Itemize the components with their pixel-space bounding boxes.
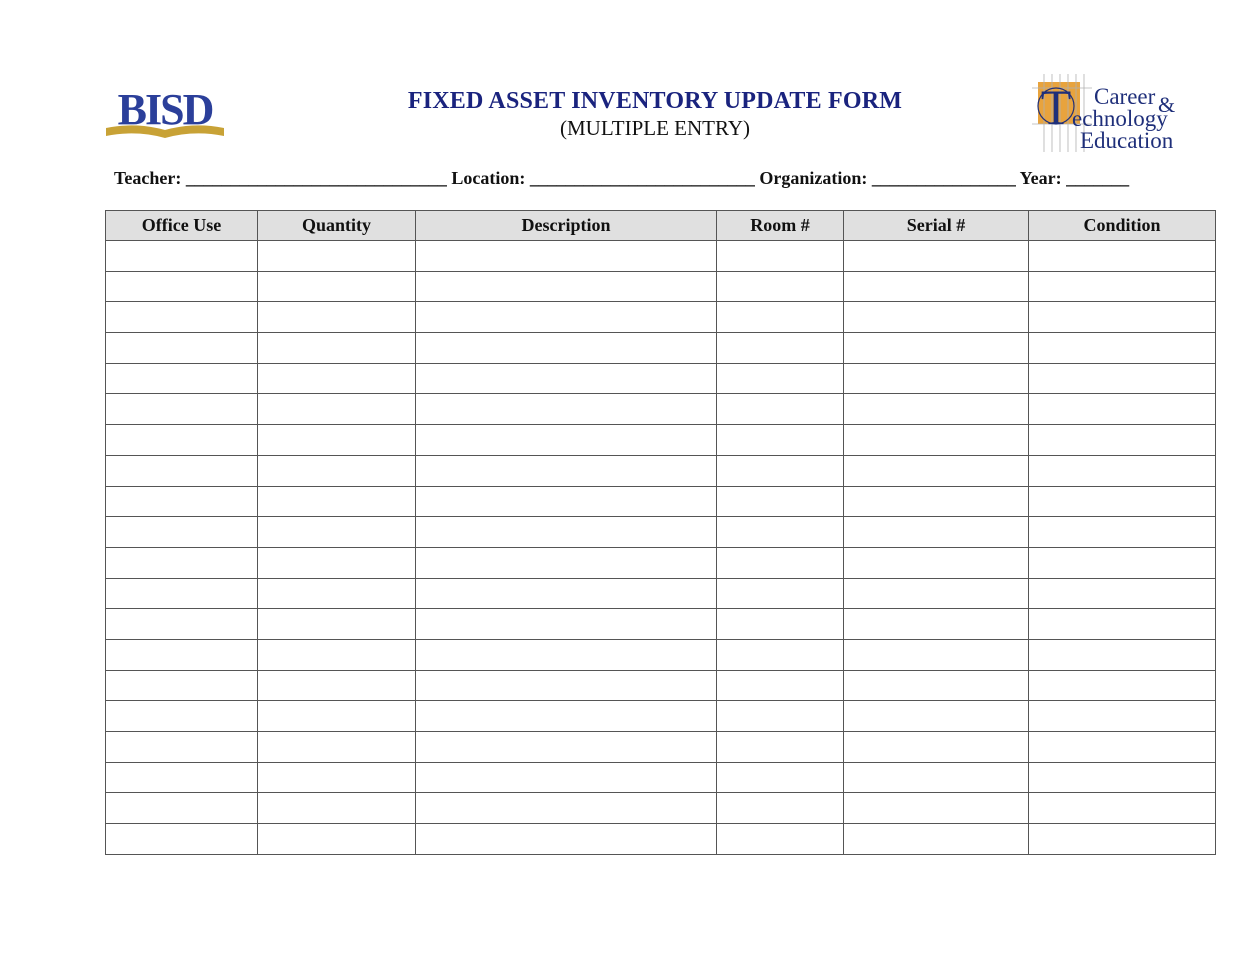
table-row bbox=[106, 670, 1216, 701]
cell-description[interactable] bbox=[416, 425, 717, 456]
year-field[interactable]: _______ bbox=[1066, 168, 1130, 188]
table-row bbox=[106, 302, 1216, 333]
cell-room[interactable] bbox=[717, 762, 844, 793]
cell-description[interactable] bbox=[416, 394, 717, 425]
cell-description[interactable] bbox=[416, 701, 717, 732]
cell-office-use[interactable] bbox=[106, 333, 258, 364]
cell-room[interactable] bbox=[717, 394, 844, 425]
teacher-field[interactable]: _____________________________ bbox=[185, 168, 447, 188]
cell-office-use[interactable] bbox=[106, 670, 258, 701]
table-row bbox=[106, 701, 1216, 732]
cell-room[interactable] bbox=[717, 609, 844, 640]
cell-condition[interactable] bbox=[1029, 333, 1216, 364]
cell-condition[interactable] bbox=[1029, 271, 1216, 302]
cell-office-use[interactable] bbox=[106, 701, 258, 732]
cell-office-use[interactable] bbox=[106, 394, 258, 425]
cell-quantity[interactable] bbox=[258, 547, 416, 578]
cell-office-use[interactable] bbox=[106, 363, 258, 394]
cell-quantity[interactable] bbox=[258, 639, 416, 670]
cell-quantity[interactable] bbox=[258, 394, 416, 425]
cell-office-use[interactable] bbox=[106, 609, 258, 640]
cell-description[interactable] bbox=[416, 241, 717, 272]
cell-condition[interactable] bbox=[1029, 824, 1216, 855]
cell-serial[interactable] bbox=[844, 425, 1029, 456]
location-field[interactable]: _________________________ bbox=[529, 168, 755, 188]
cell-room[interactable] bbox=[717, 732, 844, 763]
cell-serial[interactable] bbox=[844, 762, 1029, 793]
cell-quantity[interactable] bbox=[258, 793, 416, 824]
cell-quantity[interactable] bbox=[258, 241, 416, 272]
table-row bbox=[106, 824, 1216, 855]
cell-office-use[interactable] bbox=[106, 639, 258, 670]
cell-serial[interactable] bbox=[844, 701, 1029, 732]
cell-description[interactable] bbox=[416, 732, 717, 763]
cell-office-use[interactable] bbox=[106, 732, 258, 763]
cell-quantity[interactable] bbox=[258, 762, 416, 793]
cell-office-use[interactable] bbox=[106, 762, 258, 793]
table-row bbox=[106, 762, 1216, 793]
teacher-label: Teacher: bbox=[114, 168, 182, 188]
cell-condition[interactable] bbox=[1029, 793, 1216, 824]
cell-room[interactable] bbox=[717, 271, 844, 302]
cell-condition[interactable] bbox=[1029, 241, 1216, 272]
cell-condition[interactable] bbox=[1029, 670, 1216, 701]
cte-logo-line1: Career bbox=[1094, 84, 1156, 109]
cell-room[interactable] bbox=[717, 578, 844, 609]
cell-quantity[interactable] bbox=[258, 363, 416, 394]
cte-logo-letter: T bbox=[1040, 79, 1072, 135]
column-header-quantity: Quantity bbox=[258, 211, 416, 241]
cell-room[interactable] bbox=[717, 701, 844, 732]
cell-room[interactable] bbox=[717, 333, 844, 364]
organization-field[interactable]: ________________ bbox=[871, 168, 1016, 188]
cell-condition[interactable] bbox=[1029, 701, 1216, 732]
table-row bbox=[106, 455, 1216, 486]
cell-condition[interactable] bbox=[1029, 302, 1216, 333]
column-header-description: Description bbox=[416, 211, 717, 241]
inventory-table bbox=[105, 210, 1216, 855]
column-header-serial: Serial # bbox=[844, 211, 1029, 241]
table-row bbox=[106, 425, 1216, 456]
cell-quantity[interactable] bbox=[258, 271, 416, 302]
cell-office-use[interactable] bbox=[106, 486, 258, 517]
organization-label: Organization: bbox=[759, 168, 868, 188]
cte-logo bbox=[1030, 72, 1190, 154]
cell-quantity[interactable] bbox=[258, 302, 416, 333]
cell-serial[interactable] bbox=[844, 271, 1029, 302]
cell-quantity[interactable] bbox=[258, 732, 416, 763]
location-label: Location: bbox=[451, 168, 526, 188]
cell-description[interactable] bbox=[416, 486, 717, 517]
cell-serial[interactable] bbox=[844, 486, 1029, 517]
cell-serial[interactable] bbox=[844, 241, 1029, 272]
column-header-office-use: Office Use bbox=[106, 211, 258, 241]
cell-serial[interactable] bbox=[844, 394, 1029, 425]
cell-condition[interactable] bbox=[1029, 547, 1216, 578]
cell-description[interactable] bbox=[416, 302, 717, 333]
cell-room[interactable] bbox=[717, 486, 844, 517]
cell-serial[interactable] bbox=[844, 824, 1029, 855]
cell-serial[interactable] bbox=[844, 547, 1029, 578]
cell-description[interactable] bbox=[416, 271, 717, 302]
cell-serial[interactable] bbox=[844, 609, 1029, 640]
cell-serial[interactable] bbox=[844, 363, 1029, 394]
cell-description[interactable] bbox=[416, 517, 717, 548]
cell-room[interactable] bbox=[717, 455, 844, 486]
cell-room[interactable] bbox=[717, 547, 844, 578]
cell-serial[interactable] bbox=[844, 333, 1029, 364]
cell-description[interactable] bbox=[416, 670, 717, 701]
column-header-room: Room # bbox=[717, 211, 844, 241]
cell-quantity[interactable] bbox=[258, 701, 416, 732]
cte-logo-line3: Education bbox=[1080, 128, 1174, 153]
cell-office-use[interactable] bbox=[106, 241, 258, 272]
cell-description[interactable] bbox=[416, 762, 717, 793]
cell-serial[interactable] bbox=[844, 578, 1029, 609]
cell-room[interactable] bbox=[717, 302, 844, 333]
cell-room[interactable] bbox=[717, 363, 844, 394]
cell-office-use[interactable] bbox=[106, 824, 258, 855]
title-block bbox=[340, 86, 970, 140]
cell-office-use[interactable] bbox=[106, 302, 258, 333]
cell-condition[interactable] bbox=[1029, 578, 1216, 609]
table-row bbox=[106, 547, 1216, 578]
cell-quantity[interactable] bbox=[258, 824, 416, 855]
cell-serial[interactable] bbox=[844, 455, 1029, 486]
cell-description[interactable] bbox=[416, 333, 717, 364]
cell-room[interactable] bbox=[717, 425, 844, 456]
table-row bbox=[106, 793, 1216, 824]
table-body bbox=[106, 241, 1216, 855]
cell-quantity[interactable] bbox=[258, 425, 416, 456]
cell-room[interactable] bbox=[717, 824, 844, 855]
cell-condition[interactable] bbox=[1029, 425, 1216, 456]
cell-office-use[interactable] bbox=[106, 517, 258, 548]
cell-condition[interactable] bbox=[1029, 639, 1216, 670]
cell-condition[interactable] bbox=[1029, 363, 1216, 394]
cell-serial[interactable] bbox=[844, 670, 1029, 701]
cell-condition[interactable] bbox=[1029, 394, 1216, 425]
table-row bbox=[106, 241, 1216, 272]
cell-serial[interactable] bbox=[844, 302, 1029, 333]
cell-room[interactable] bbox=[717, 241, 844, 272]
cell-description[interactable] bbox=[416, 609, 717, 640]
cell-quantity[interactable] bbox=[258, 333, 416, 364]
table-row bbox=[106, 578, 1216, 609]
form-title: FIXED ASSET INVENTORY UPDATE FORM bbox=[407, 88, 903, 114]
cell-quantity[interactable] bbox=[258, 517, 416, 548]
cte-logo-ampersand: & bbox=[1158, 92, 1176, 117]
cell-office-use[interactable] bbox=[106, 455, 258, 486]
cell-description[interactable] bbox=[416, 793, 717, 824]
cell-description[interactable] bbox=[416, 639, 717, 670]
column-header-condition: Condition bbox=[1029, 211, 1216, 241]
cell-condition[interactable] bbox=[1029, 517, 1216, 548]
cell-description[interactable] bbox=[416, 824, 717, 855]
bisd-logo bbox=[100, 84, 230, 140]
table-row bbox=[106, 333, 1216, 364]
cell-serial[interactable] bbox=[844, 732, 1029, 763]
cell-description[interactable] bbox=[416, 578, 717, 609]
cte-logo-line2: echnology bbox=[1072, 106, 1168, 131]
cell-room[interactable] bbox=[717, 517, 844, 548]
cell-room[interactable] bbox=[717, 670, 844, 701]
table-row bbox=[106, 363, 1216, 394]
cell-office-use[interactable] bbox=[106, 578, 258, 609]
cell-quantity[interactable] bbox=[258, 486, 416, 517]
form-subtitle: (MULTIPLE ENTRY) bbox=[560, 116, 750, 140]
table-header-row bbox=[106, 211, 1216, 241]
cell-room[interactable] bbox=[717, 639, 844, 670]
cell-quantity[interactable] bbox=[258, 455, 416, 486]
cell-serial[interactable] bbox=[844, 517, 1029, 548]
bisd-logo-text: BISD bbox=[117, 85, 213, 134]
form-fields-line bbox=[114, 164, 1129, 192]
table-row bbox=[106, 486, 1216, 517]
cell-description[interactable] bbox=[416, 455, 717, 486]
cell-condition[interactable] bbox=[1029, 762, 1216, 793]
cell-office-use[interactable] bbox=[106, 271, 258, 302]
table-row bbox=[106, 732, 1216, 763]
cell-condition[interactable] bbox=[1029, 486, 1216, 517]
cell-condition[interactable] bbox=[1029, 609, 1216, 640]
table-row bbox=[106, 639, 1216, 670]
table-row bbox=[106, 394, 1216, 425]
cell-room[interactable] bbox=[717, 793, 844, 824]
cell-condition[interactable] bbox=[1029, 732, 1216, 763]
cell-description[interactable] bbox=[416, 547, 717, 578]
table-row bbox=[106, 609, 1216, 640]
cell-serial[interactable] bbox=[844, 793, 1029, 824]
cell-office-use[interactable] bbox=[106, 425, 258, 456]
cell-description[interactable] bbox=[416, 363, 717, 394]
cell-quantity[interactable] bbox=[258, 578, 416, 609]
form-header bbox=[0, 0, 1255, 200]
year-label: Year: bbox=[1019, 168, 1062, 188]
cell-office-use[interactable] bbox=[106, 793, 258, 824]
table-row bbox=[106, 271, 1216, 302]
cell-serial[interactable] bbox=[844, 639, 1029, 670]
cell-condition[interactable] bbox=[1029, 455, 1216, 486]
cell-quantity[interactable] bbox=[258, 609, 416, 640]
table-row bbox=[106, 517, 1216, 548]
cell-office-use[interactable] bbox=[106, 547, 258, 578]
cell-quantity[interactable] bbox=[258, 670, 416, 701]
